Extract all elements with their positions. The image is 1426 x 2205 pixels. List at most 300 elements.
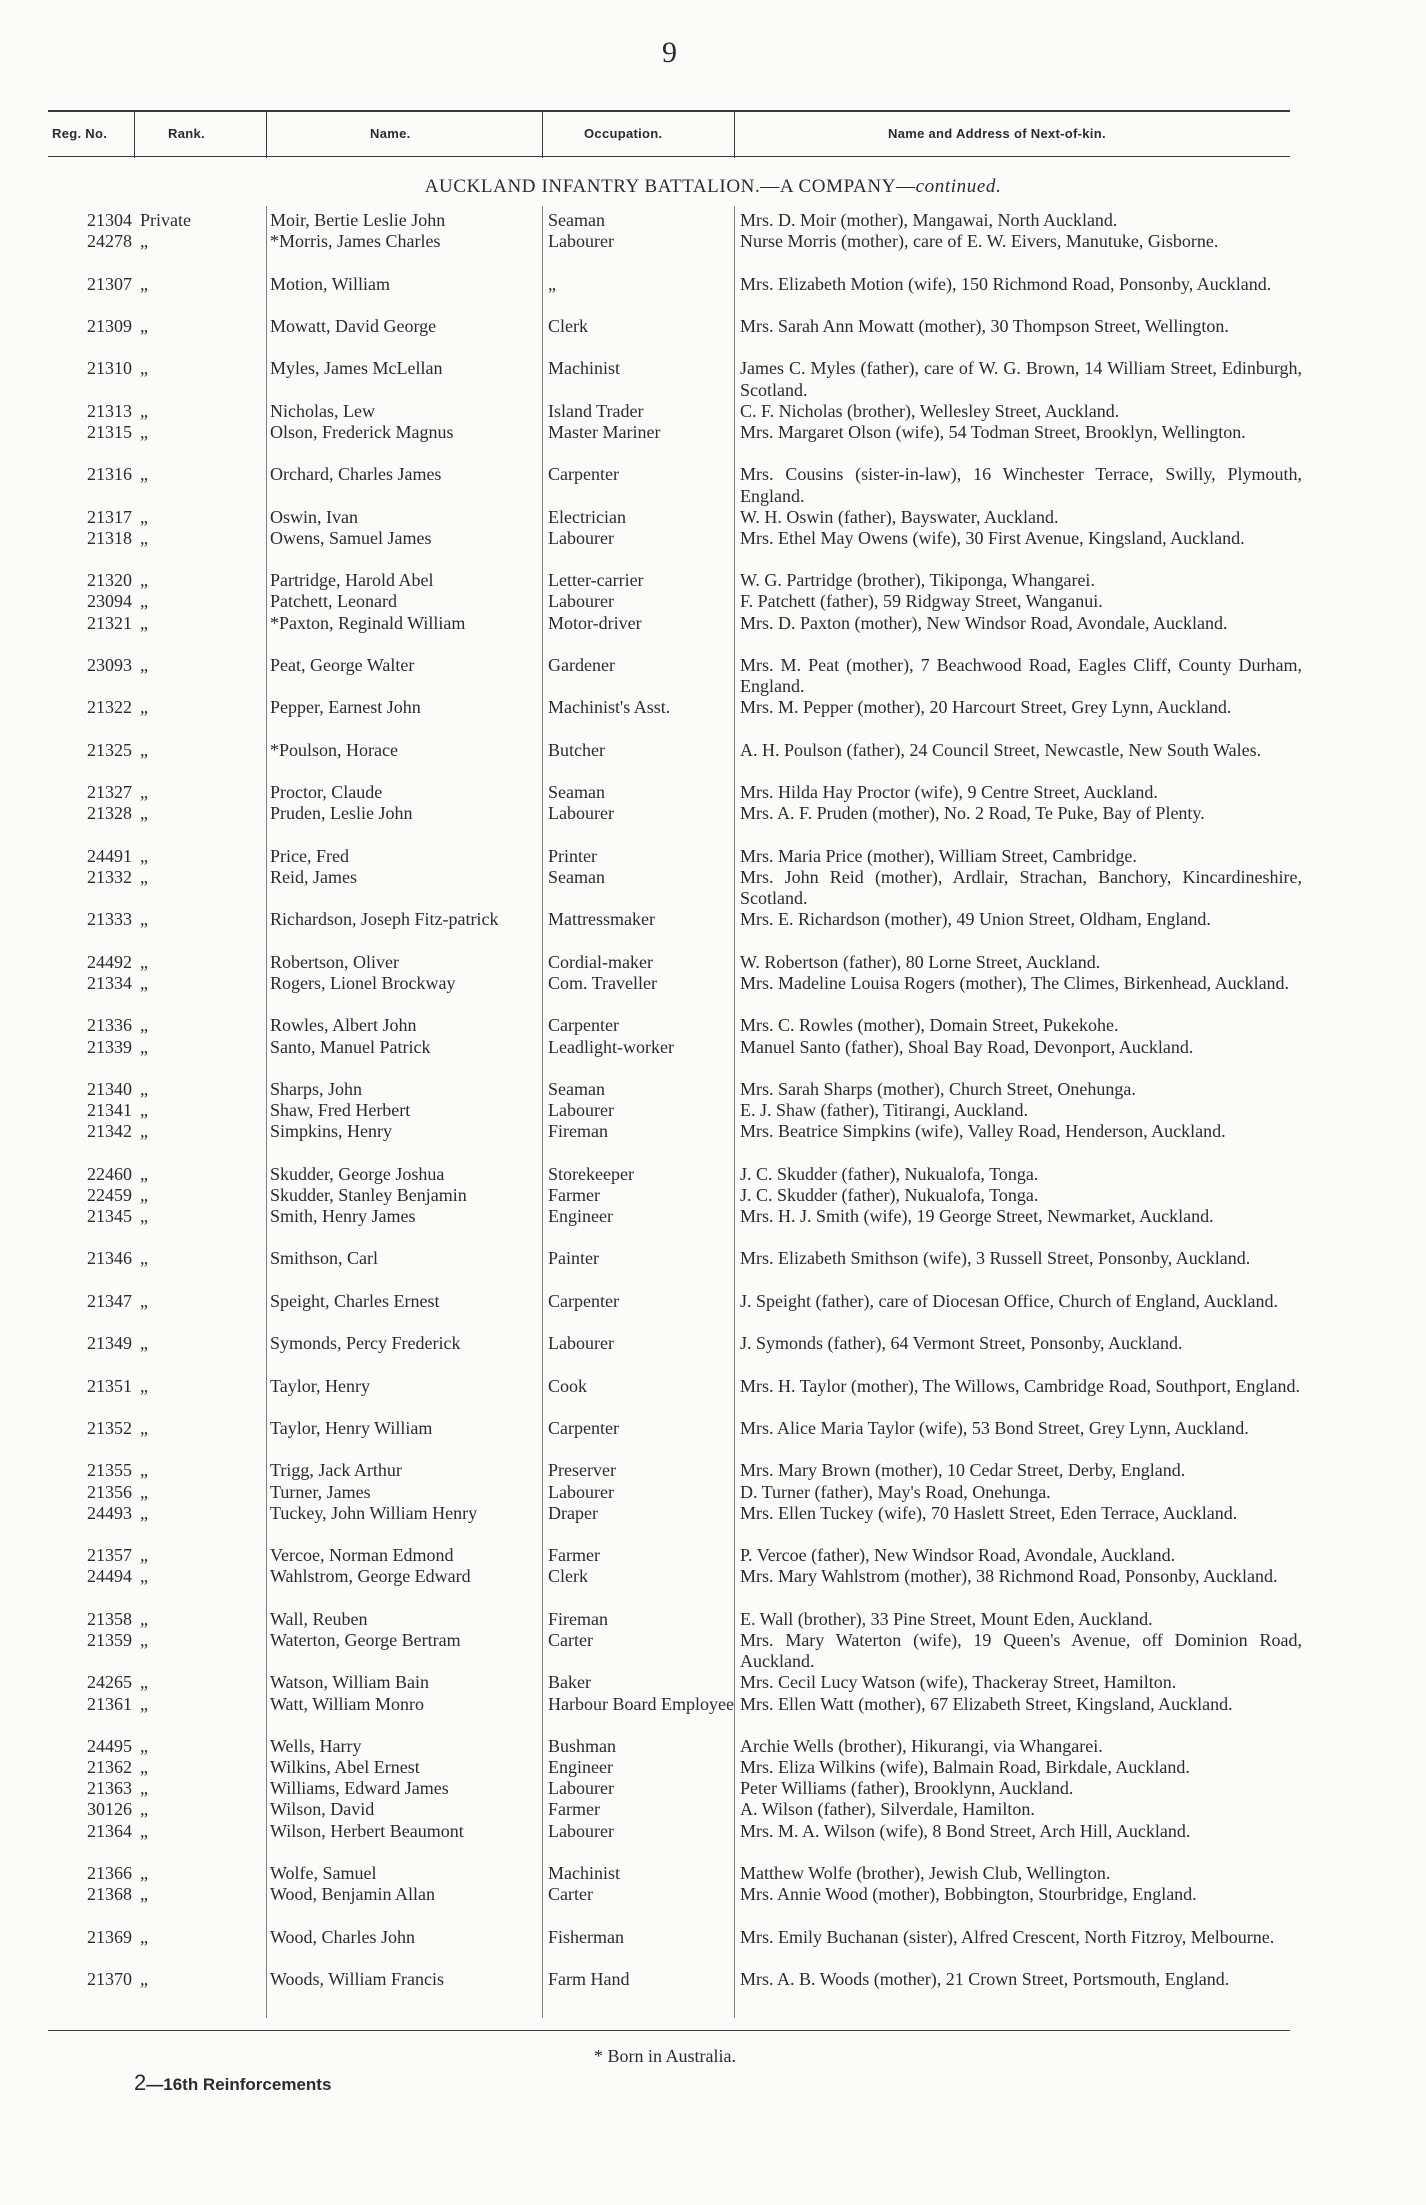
occupation-cell: Harbour Board Employee <box>548 1693 734 1714</box>
reg-no-cell: 21322 <box>87 697 132 718</box>
table-row <box>0 1799 1426 1820</box>
name-cell: Patchett, Leonard <box>270 591 397 612</box>
name-cell: Skudder, George Joshua <box>270 1163 445 1184</box>
next-of-kin-cell: Mrs. Hilda Hay Proctor (wife), 9 Centre Street, Auckland. <box>740 782 1158 803</box>
name-cell: Waterton, George Bertram <box>270 1629 461 1650</box>
occupation-cell: Seaman <box>548 1078 605 1099</box>
next-of-kin-cell: Mrs. Mary Wahlstrom (mother), 38 Richmond Road, Ponsonby, Auckland. <box>740 1566 1278 1587</box>
rank-cell: „ <box>140 1502 148 1523</box>
next-of-kin-cell: Mrs. Sarah Ann Mowatt (mother), 30 Thompson Street, Wellington. <box>740 315 1229 336</box>
table-row <box>0 231 1426 273</box>
rank-cell: „ <box>140 1757 148 1778</box>
reg-no-cell: 21349 <box>87 1333 132 1354</box>
occupation-cell: Labourer <box>548 231 614 252</box>
table-row <box>0 1927 1426 1969</box>
reg-no-cell: 23094 <box>87 591 132 612</box>
next-of-kin-cell: Mrs. M. A. Wilson (wife), 8 Bond Street, Arch Hill, Auckland. <box>740 1820 1191 1841</box>
occupation-cell: Seaman <box>548 210 605 230</box>
next-of-kin-cell: Mrs. D. Moir (mother), Mangawai, North Auckland. <box>740 210 1118 230</box>
occupation-cell: Motor-driver <box>548 612 642 633</box>
reg-no-cell: 30126 <box>87 1799 132 1820</box>
reg-no-cell: 21315 <box>87 421 132 442</box>
rank-cell: „ <box>140 1460 148 1481</box>
rank-cell: „ <box>140 1333 148 1354</box>
occupation-cell: Engineer <box>548 1757 613 1778</box>
occupation-cell: Fireman <box>548 1121 608 1142</box>
header-divider <box>542 112 543 158</box>
rank-cell: „ <box>140 1481 148 1502</box>
occupation-cell: Master Mariner <box>548 421 661 442</box>
next-of-kin-cell: W. G. Partridge (brother), Tikiponga, Whangarei. <box>740 570 1095 591</box>
name-cell: Turner, James <box>270 1481 371 1502</box>
next-of-kin-cell: Mrs. A. B. Woods (mother), 21 Crown Street, Portsmouth, England. <box>740 1969 1230 1990</box>
table-row <box>0 697 1426 739</box>
occupation-cell: Machinist <box>548 358 620 379</box>
table-row <box>0 1015 1426 1036</box>
occupation-cell: Mattressmaker <box>548 909 655 930</box>
header-reg-no: Reg. No. <box>52 126 108 141</box>
header-occupation: Occupation. <box>584 126 663 141</box>
table-row <box>0 1630 1426 1672</box>
table-row <box>0 1821 1426 1863</box>
rank-cell: „ <box>140 421 148 442</box>
next-of-kin-cell: Mrs. Mary Waterton (wife), 19 Queen's Avenue, off Dominion Road, Auckland. <box>740 1629 1302 1672</box>
table-row <box>0 1757 1426 1778</box>
name-cell: Wilkins, Abel Ernest <box>270 1757 420 1778</box>
next-of-kin-cell: J. C. Skudder (father), Nukualofa, Tonga. <box>740 1163 1039 1184</box>
name-cell: Santo, Manuel Patrick <box>270 1036 431 1057</box>
table-row <box>0 973 1426 1015</box>
occupation-cell: Clerk <box>548 1566 588 1587</box>
next-of-kin-cell: Archie Wells (brother), Hikurangi, via Whangarei. <box>740 1735 1103 1756</box>
table-row <box>0 210 1426 231</box>
name-cell: Tuckey, John William Henry <box>270 1502 478 1523</box>
header-divider <box>266 112 267 158</box>
table-row <box>0 1164 1426 1185</box>
table-row <box>0 1100 1426 1121</box>
occupation-cell: Baker <box>548 1672 591 1693</box>
reg-no-cell: 24493 <box>87 1502 132 1523</box>
name-cell: Wood, Benjamin Allan <box>270 1884 436 1905</box>
next-of-kin-cell: C. F. Nicholas (brother), Wellesley Street, Auckland. <box>740 400 1120 421</box>
name-cell: Myles, James McLellan <box>270 358 443 379</box>
next-of-kin-cell: Mrs. Elizabeth Smithson (wife), 3 Russell Street, Ponsonby, Auckland. <box>740 1248 1251 1269</box>
next-of-kin-cell: W. Robertson (father), 80 Lorne Street, Auckland. <box>740 951 1101 972</box>
occupation-cell: Leadlight-worker <box>548 1036 674 1057</box>
rank-cell: „ <box>140 358 148 379</box>
rank-cell: „ <box>140 1778 148 1799</box>
reg-no-cell: 21347 <box>87 1290 132 1311</box>
rank-cell: „ <box>140 1672 148 1693</box>
reg-no-cell: 21310 <box>87 358 132 379</box>
name-cell: Wilson, David <box>270 1799 375 1820</box>
name-cell: *Paxton, Reginald William <box>270 612 466 633</box>
rank-cell: „ <box>140 231 148 252</box>
name-cell: Peat, George Walter <box>270 655 415 676</box>
next-of-kin-cell: Peter Williams (father), Brooklynn, Auckland. <box>740 1778 1074 1799</box>
table-row <box>0 1079 1426 1100</box>
reg-no-cell: 21309 <box>87 315 132 336</box>
rank-cell: „ <box>140 1248 148 1269</box>
occupation-cell: Carter <box>548 1629 593 1650</box>
name-cell: *Morris, James Charles <box>270 231 441 252</box>
occupation-cell: Carpenter <box>548 1290 619 1311</box>
reg-no-cell: 21364 <box>87 1820 132 1841</box>
reg-no-cell: 21334 <box>87 972 132 993</box>
next-of-kin-cell: W. H. Oswin (father), Bayswater, Auckland. <box>740 506 1059 527</box>
name-cell: Wahlstrom, George Edward <box>270 1566 471 1587</box>
rank-cell: „ <box>140 1926 148 1947</box>
name-cell: Pepper, Earnest John <box>270 697 421 718</box>
next-of-kin-cell: Manuel Santo (father), Shoal Bay Road, Devonport, Auckland. <box>740 1036 1194 1057</box>
rank-cell: „ <box>140 506 148 527</box>
occupation-cell: Cook <box>548 1375 588 1396</box>
table-row <box>0 528 1426 570</box>
table-row <box>0 1376 1426 1418</box>
next-of-kin-cell: Mrs. Cousins (sister-in-law), 16 Winchester Terrace, Swilly, Plymouth, England. <box>740 464 1302 506</box>
table-row <box>0 570 1426 591</box>
next-of-kin-cell: Mrs. Elizabeth Motion (wife), 150 Richmond Road, Ponsonby, Auckland. <box>740 273 1272 294</box>
rank-cell: „ <box>140 1163 148 1184</box>
next-of-kin-cell: Mrs. John Reid (mother), Ardlair, Strachan, Banchory, Kincardineshire, Scotland. <box>740 867 1302 909</box>
table-row <box>0 803 1426 845</box>
table-row <box>0 358 1426 400</box>
rank-cell: „ <box>140 527 148 548</box>
occupation-cell: Storekeeper <box>548 1163 634 1184</box>
rank-cell: „ <box>140 739 148 760</box>
footer-number: 2 <box>134 2070 147 2095</box>
name-cell: Rogers, Lionel Brockway <box>270 972 456 993</box>
occupation-cell: Butcher <box>548 739 605 760</box>
table-row <box>0 1482 1426 1503</box>
table-bottom-rule <box>48 2030 1290 2031</box>
name-cell: Wolfe, Samuel <box>270 1863 377 1884</box>
page-number: 9 <box>662 36 678 69</box>
name-cell: Proctor, Claude <box>270 782 383 803</box>
name-cell: Trigg, Jack Arthur <box>270 1460 402 1481</box>
reg-no-cell: 24491 <box>87 845 132 866</box>
rank-cell: „ <box>140 697 148 718</box>
name-cell: Orchard, Charles James <box>270 464 442 485</box>
reg-no-cell: 21366 <box>87 1863 132 1884</box>
occupation-cell: Farmer <box>548 1184 600 1205</box>
table-row <box>0 1778 1426 1799</box>
name-cell: *Poulson, Horace <box>270 739 398 760</box>
occupation-cell: Bushman <box>548 1735 617 1756</box>
rank-cell: „ <box>140 273 148 294</box>
name-cell: Oswin, Ivan <box>270 506 358 527</box>
reg-no-cell: 21357 <box>87 1545 132 1566</box>
section-title <box>0 176 1426 198</box>
header-name: Name. <box>370 126 411 141</box>
occupation-cell: Electrician <box>548 506 626 527</box>
next-of-kin-cell: E. J. Shaw (father), Titirangi, Auckland. <box>740 1100 1028 1121</box>
rank-cell: „ <box>140 782 148 803</box>
rank-cell: „ <box>140 1184 148 1205</box>
next-of-kin-cell: Nurse Morris (mother), care of E. W. Eivers, Manutuke, Gisborne. <box>740 231 1219 252</box>
reg-no-cell: 21361 <box>87 1693 132 1714</box>
occupation-cell: Carpenter <box>548 1015 619 1036</box>
occupation-cell: Seaman <box>548 782 605 803</box>
table-row <box>0 613 1426 655</box>
name-cell: Moir, Bertie Leslie John <box>270 210 446 230</box>
next-of-kin-cell: Matthew Wolfe (brother), Jewish Club, Wellington. <box>740 1863 1111 1884</box>
reg-no-cell: 23093 <box>87 655 132 676</box>
header-next-of-kin: Name and Address of Next-of-kin. <box>888 126 1106 141</box>
reg-no-cell: 21363 <box>87 1778 132 1799</box>
reg-no-cell: 21346 <box>87 1248 132 1269</box>
occupation-cell: Letter-carrier <box>548 570 644 591</box>
rank-cell: „ <box>140 1629 148 1650</box>
next-of-kin-cell: Mrs. Mary Brown (mother), 10 Cedar Street, Derby, England. <box>740 1460 1186 1481</box>
reg-no-cell: 21369 <box>87 1926 132 1947</box>
name-cell: Pruden, Leslie John <box>270 803 413 824</box>
reg-no-cell: 21351 <box>87 1375 132 1396</box>
next-of-kin-cell: Mrs. E. Richardson (mother), 49 Union Street, Oldham, England. <box>740 909 1211 930</box>
name-cell: Watt, William Monro <box>270 1693 424 1714</box>
name-cell: Sharps, John <box>270 1078 363 1099</box>
next-of-kin-cell: Mrs. Ellen Watt (mother), 67 Elizabeth Street, Kingsland, Auckland. <box>740 1693 1233 1714</box>
table-row <box>0 1736 1426 1757</box>
rank-cell: „ <box>140 1735 148 1756</box>
next-of-kin-cell: Mrs. Sarah Sharps (mother), Church Street, Onehunga. <box>740 1078 1136 1099</box>
rank-cell: „ <box>140 909 148 930</box>
next-of-kin-cell: Mrs. D. Paxton (mother), New Windsor Road, Avondale, Auckland. <box>740 612 1228 633</box>
occupation-cell: Labourer <box>548 527 614 548</box>
occupation-cell: Engineer <box>548 1206 613 1227</box>
rank-cell: „ <box>140 315 148 336</box>
occupation-cell: Island Trader <box>548 400 644 421</box>
next-of-kin-cell: A. Wilson (father), Silverdale, Hamilton. <box>740 1799 1035 1820</box>
footer-label: —16th Reinforcements <box>146 2075 332 2094</box>
next-of-kin-cell: Mrs. Ethel May Owens (wife), 30 First Avenue, Kingsland, Auckland. <box>740 527 1245 548</box>
header-bottom-rule <box>48 156 1290 157</box>
table-row <box>0 507 1426 528</box>
occupation-cell: Labourer <box>548 1820 614 1841</box>
rank-cell: „ <box>140 1121 148 1142</box>
table-row <box>0 1248 1426 1290</box>
occupation-cell: Labourer <box>548 1778 614 1799</box>
rank-cell: „ <box>140 1036 148 1057</box>
occupation-cell: Fisherman <box>548 1926 624 1947</box>
name-cell: Wood, Charles John <box>270 1926 416 1947</box>
table-row <box>0 1884 1426 1926</box>
name-cell: Smith, Henry James <box>270 1206 416 1227</box>
table-row <box>0 655 1426 697</box>
occupation-cell: Gardener <box>548 655 615 676</box>
reg-no-cell: 21333 <box>87 909 132 930</box>
table-row <box>0 1460 1426 1481</box>
reg-no-cell: 21328 <box>87 803 132 824</box>
header-divider <box>734 112 735 158</box>
name-cell: Wells, Harry <box>270 1735 362 1756</box>
reg-no-cell: 21325 <box>87 739 132 760</box>
reg-no-cell: 21368 <box>87 1884 132 1905</box>
reg-no-cell: 21304 <box>87 210 132 230</box>
occupation-cell: Farmer <box>548 1545 600 1566</box>
table-row <box>0 1863 1426 1884</box>
rank-cell: „ <box>140 1884 148 1905</box>
reg-no-cell: 21359 <box>87 1629 132 1650</box>
table-row <box>0 1609 1426 1630</box>
reg-no-cell: 21336 <box>87 1015 132 1036</box>
name-cell: Vercoe, Norman Edmond <box>270 1545 454 1566</box>
footnote: * Born in Australia. <box>594 2046 736 2066</box>
next-of-kin-cell: Mrs. M. Peat (mother), 7 Beachwood Road, Eagles Cliff, County Durham, England. <box>740 655 1302 697</box>
next-of-kin-cell: E. Wall (brother), 33 Pine Street, Mount Eden, Auckland. <box>740 1608 1153 1629</box>
rank-cell: „ <box>140 655 148 676</box>
table-row <box>0 740 1426 782</box>
name-cell: Wall, Reuben <box>270 1608 368 1629</box>
next-of-kin-cell: Mrs. Eliza Wilkins (wife), Balmain Road, Birkdale, Auckland. <box>740 1757 1190 1778</box>
name-cell: Rowles, Albert John <box>270 1015 417 1036</box>
occupation-cell: Fireman <box>548 1608 608 1629</box>
name-cell: Mowatt, David George <box>270 315 437 336</box>
reg-no-cell: 24492 <box>87 951 132 972</box>
reg-no-cell: 21316 <box>87 464 132 485</box>
table-row <box>0 846 1426 867</box>
next-of-kin-cell: Mrs. Beatrice Simpkins (wife), Valley Road, Henderson, Auckland. <box>740 1121 1226 1142</box>
occupation-cell: Machinist <box>548 1863 620 1884</box>
rank-cell: „ <box>140 612 148 633</box>
occupation-cell: Farmer <box>548 1799 600 1820</box>
table-row <box>0 1503 1426 1545</box>
table-row <box>0 1545 1426 1566</box>
name-cell: Robertson, Oliver <box>270 951 399 972</box>
table-row <box>0 1418 1426 1460</box>
reg-no-cell: 21345 <box>87 1206 132 1227</box>
reg-no-cell: 21362 <box>87 1757 132 1778</box>
reg-no-cell: 24494 <box>87 1566 132 1587</box>
table-row <box>0 1291 1426 1333</box>
rank-cell: „ <box>140 1290 148 1311</box>
table-row <box>0 1333 1426 1375</box>
next-of-kin-cell: J. Symonds (father), 64 Vermont Street, Ponsonby, Auckland. <box>740 1333 1183 1354</box>
reg-no-cell: 24495 <box>87 1735 132 1756</box>
occupation-cell: „ <box>548 273 556 294</box>
occupation-cell: Draper <box>548 1502 598 1523</box>
reg-no-cell: 21317 <box>87 506 132 527</box>
reg-no-cell: 21332 <box>87 867 132 887</box>
next-of-kin-cell: Mrs. M. Pepper (mother), 20 Harcourt Street, Grey Lynn, Auckland. <box>740 697 1232 718</box>
rank-cell: „ <box>140 1969 148 1990</box>
next-of-kin-cell: Mrs. Margaret Olson (wife), 54 Todman Street, Brooklyn, Wellington. <box>740 421 1246 442</box>
footer-reference <box>134 2070 331 2096</box>
name-cell: Motion, William <box>270 273 390 294</box>
rank-cell: „ <box>140 1418 148 1439</box>
rank-cell: „ <box>140 1375 148 1396</box>
reg-no-cell: 21340 <box>87 1078 132 1099</box>
occupation-cell: Labourer <box>548 591 614 612</box>
name-cell: Richardson, Joseph Fitz-patrick <box>270 909 499 930</box>
next-of-kin-cell: D. Turner (father), May's Road, Onehunga. <box>740 1481 1051 1502</box>
name-cell: Taylor, Henry <box>270 1375 370 1396</box>
table-row <box>0 867 1426 909</box>
reg-no-cell: 21318 <box>87 527 132 548</box>
rank-cell: „ <box>140 845 148 866</box>
occupation-cell: Farm Hand <box>548 1969 630 1990</box>
header-divider <box>134 112 135 158</box>
next-of-kin-cell: Mrs. Maria Price (mother), William Street, Cambridge. <box>740 845 1137 866</box>
reg-no-cell: 24265 <box>87 1672 132 1693</box>
name-cell: Owens, Samuel James <box>270 527 432 548</box>
table-row <box>0 1694 1426 1736</box>
rank-cell: „ <box>140 803 148 824</box>
section-title-text: AUCKLAND INFANTRY BATTALION.—A COMPANY— <box>424 176 916 197</box>
rank-cell: „ <box>140 1863 148 1884</box>
occupation-cell: Labourer <box>548 803 614 824</box>
table-row <box>0 1206 1426 1248</box>
name-cell: Olson, Frederick Magnus <box>270 421 454 442</box>
table-row <box>0 591 1426 612</box>
reg-no-cell: 21370 <box>87 1969 132 1990</box>
occupation-cell: Clerk <box>548 315 588 336</box>
occupation-cell: Labourer <box>548 1481 614 1502</box>
name-cell: Woods, William Francis <box>270 1969 444 1990</box>
name-cell: Taylor, Henry William <box>270 1418 433 1439</box>
rank-cell: „ <box>140 1078 148 1099</box>
reg-no-cell: 21358 <box>87 1608 132 1629</box>
reg-no-cell: 21313 <box>87 400 132 421</box>
reg-no-cell: 21339 <box>87 1036 132 1057</box>
next-of-kin-cell: P. Vercoe (father), New Windsor Road, Avondale, Auckland. <box>740 1545 1176 1566</box>
rank-cell: „ <box>140 570 148 591</box>
occupation-cell: Labourer <box>548 1100 614 1121</box>
reg-no-cell: 21355 <box>87 1460 132 1481</box>
reg-no-cell: 22459 <box>87 1184 132 1205</box>
next-of-kin-cell: Mrs. Cecil Lucy Watson (wife), Thackeray Street, Hamilton. <box>740 1672 1177 1693</box>
rank-cell: „ <box>140 1566 148 1587</box>
reg-no-cell: 21320 <box>87 570 132 591</box>
next-of-kin-cell: Mrs. A. F. Pruden (mother), No. 2 Road, Te Puke, Bay of Plenty. <box>740 803 1205 824</box>
table-row <box>0 1121 1426 1163</box>
next-of-kin-cell: Mrs. C. Rowles (mother), Domain Street, Pukekohe. <box>740 1015 1119 1036</box>
reg-no-cell: 22460 <box>87 1163 132 1184</box>
table-row <box>0 1185 1426 1206</box>
name-cell: Reid, James <box>270 867 357 887</box>
table-row <box>0 1672 1426 1693</box>
name-cell: Symonds, Percy Frederick <box>270 1333 461 1354</box>
name-cell: Nicholas, Lew <box>270 400 375 421</box>
occupation-cell: Printer <box>548 845 597 866</box>
name-cell: Williams, Edward James <box>270 1778 449 1799</box>
table-row <box>0 1969 1426 2011</box>
table-row <box>0 782 1426 803</box>
rank-cell: „ <box>140 1799 148 1820</box>
occupation-cell: Labourer <box>548 1333 614 1354</box>
table-row <box>0 464 1426 506</box>
rank-cell: „ <box>140 1100 148 1121</box>
rank-cell: „ <box>140 951 148 972</box>
reg-no-cell: 21327 <box>87 782 132 803</box>
table-row <box>0 1566 1426 1608</box>
rank-cell: „ <box>140 400 148 421</box>
next-of-kin-cell: Mrs. Madeline Louisa Rogers (mother), The Climes, Birkenhead, Auckland. <box>740 972 1290 993</box>
rank-cell: „ <box>140 1015 148 1036</box>
section-title-suffix: continued. <box>915 176 1002 197</box>
table-row <box>0 909 1426 951</box>
occupation-cell: Seaman <box>548 867 605 887</box>
occupation-cell: Com. Traveller <box>548 972 658 993</box>
name-cell: Shaw, Fred Herbert <box>270 1100 411 1121</box>
next-of-kin-cell: Mrs. Alice Maria Taylor (wife), 53 Bond Street, Grey Lynn, Auckland. <box>740 1418 1249 1439</box>
table-row <box>0 401 1426 422</box>
rank-cell: „ <box>140 1206 148 1227</box>
reg-no-cell: 21341 <box>87 1100 132 1121</box>
next-of-kin-cell: Mrs. Annie Wood (mother), Bobbington, Stourbridge, England. <box>740 1884 1197 1905</box>
table-row <box>0 1037 1426 1079</box>
occupation-cell: Preserver <box>548 1460 616 1481</box>
